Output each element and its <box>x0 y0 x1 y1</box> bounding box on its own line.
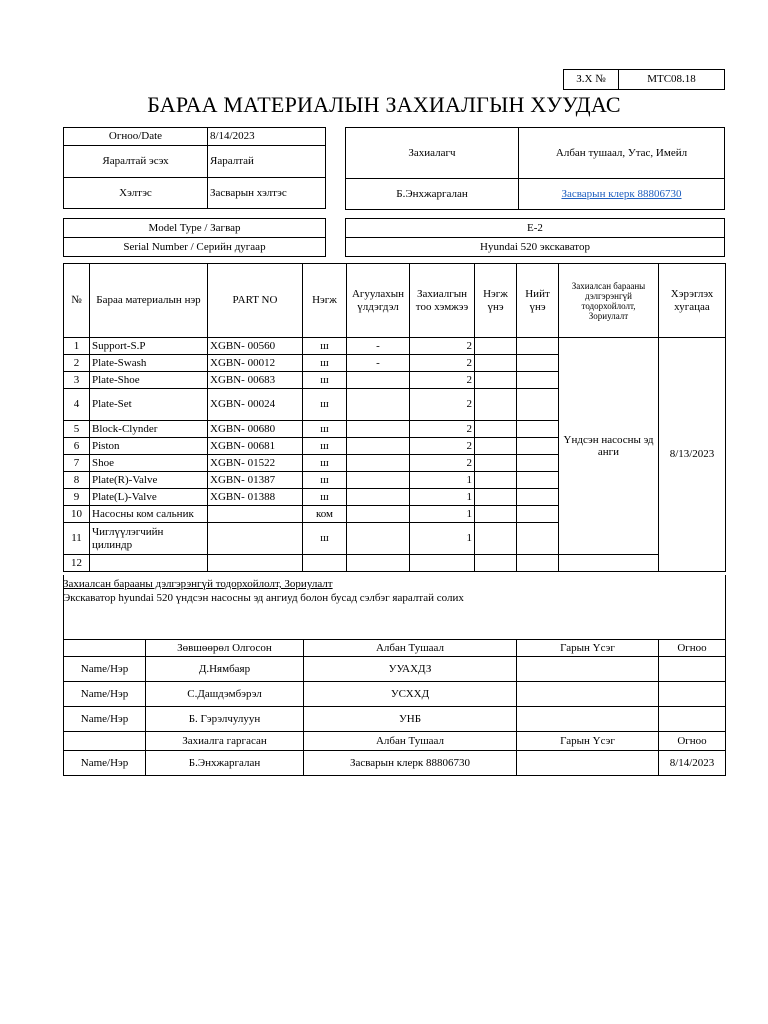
serial-label: Serial Number / Серийн дугаар <box>64 238 326 257</box>
row-no: 3 <box>64 372 90 389</box>
row-price <box>475 372 517 389</box>
model-table-left <box>63 218 326 257</box>
orderer-contact-link[interactable] <box>519 179 725 210</box>
row-price <box>475 472 517 489</box>
row-stock <box>347 455 410 472</box>
row-unit: ш <box>303 389 347 421</box>
approver-label: Name/Нэр <box>64 707 146 732</box>
row-no: 12 <box>64 555 90 572</box>
row-name: Plate(L)-Valve <box>90 489 208 506</box>
header-unit: Нэгж <box>303 264 347 338</box>
model-value: E-2 <box>346 219 725 238</box>
row-no: 8 <box>64 472 90 489</box>
approver-position: УУАХДЗ <box>304 657 517 682</box>
row-total <box>517 472 559 489</box>
row-total <box>517 438 559 455</box>
desc-value: Үндсэн насосны эд анги <box>559 338 659 555</box>
row-price <box>475 355 517 372</box>
row-unit: ш <box>303 338 347 355</box>
orderer-label: Захиалагч <box>346 128 519 179</box>
row-unit <box>303 555 347 572</box>
row-part: XGBN- 00683 <box>208 372 303 389</box>
row-part: XGBN- 01388 <box>208 489 303 506</box>
row-unit: ш <box>303 355 347 372</box>
row-no: 7 <box>64 455 90 472</box>
header-position: Албан Тушаал <box>304 640 517 657</box>
note-text: Экскаватор hyundai 520 үндсэн насосны эд ангиуд болон бусад сэлбэг яаралтай солих <box>63 592 464 604</box>
row-qty: 1 <box>410 506 475 523</box>
row-part: XGBN- 01522 <box>208 455 303 472</box>
items-table <box>63 263 726 572</box>
row-stock: - <box>347 338 410 355</box>
table-row <box>64 555 726 572</box>
issuer-date: 8/14/2023 <box>659 751 726 776</box>
row-stock <box>347 523 410 555</box>
row-total <box>517 338 559 355</box>
row-part: XGBN- 00681 <box>208 438 303 455</box>
urgency-value: Яаралтай <box>208 146 326 178</box>
row-no: 10 <box>64 506 90 523</box>
header-signature-2: Гарын Үсэг <box>517 732 659 751</box>
row-part: XGBN- 00012 <box>208 355 303 372</box>
row-stock <box>347 506 410 523</box>
row-price <box>475 455 517 472</box>
approval-row <box>64 707 726 732</box>
header-qty: Захиалгын тоо хэмжээ <box>410 264 475 338</box>
header-part: PART NO <box>208 264 303 338</box>
row-part: XGBN- 00560 <box>208 338 303 355</box>
row-qty: 2 <box>410 421 475 438</box>
approval-empty <box>64 640 146 657</box>
urgency-label: Яаралтай эсэх <box>64 146 208 178</box>
approver-signature <box>517 682 659 707</box>
row-total <box>517 355 559 372</box>
row-total <box>517 489 559 506</box>
row-unit: ш <box>303 489 347 506</box>
row-stock: - <box>347 355 410 372</box>
issuer-name: Б.Энхжаргалан <box>146 751 304 776</box>
approver-position: УСХХД <box>304 682 517 707</box>
orderer-contact[interactable]: Засварын клерк 88806730 <box>561 187 682 200</box>
issuer-label: Name/Нэр <box>64 751 146 776</box>
row-no: 2 <box>64 355 90 372</box>
header-name: Бараа материалын нэр <box>90 264 208 338</box>
row-total <box>517 455 559 472</box>
row-qty: 1 <box>410 472 475 489</box>
row-name: Shoe <box>90 455 208 472</box>
row-unit: ш <box>303 455 347 472</box>
row-qty: 2 <box>410 389 475 421</box>
issuer-empty <box>64 732 146 751</box>
row-price <box>475 438 517 455</box>
approver-label: Name/Нэр <box>64 682 146 707</box>
workshop-label: Хэлтэс <box>64 178 208 209</box>
row-price <box>475 506 517 523</box>
row-unit: ш <box>303 523 347 555</box>
row-unit: ш <box>303 472 347 489</box>
row-no: 4 <box>64 389 90 421</box>
row-unit: ш <box>303 421 347 438</box>
doc-code-label: З.Х № <box>564 70 619 90</box>
row-name: Plate-Swash <box>90 355 208 372</box>
row-price <box>475 523 517 555</box>
approver-name: Д.Нямбаяр <box>146 657 304 682</box>
row-stock <box>347 372 410 389</box>
serial-value: Hyundai 520 экскаватор <box>346 238 725 257</box>
header-position-2: Албан Тушаал <box>304 732 517 751</box>
row-total <box>517 523 559 555</box>
header-price: Нэгж үнэ <box>475 264 517 338</box>
row-qty: 2 <box>410 438 475 455</box>
header-deadline: Хэрэглэх хугацаа <box>659 264 726 338</box>
model-table-right <box>345 218 725 257</box>
approver-label: Name/Нэр <box>64 657 146 682</box>
date-label: Огноо/Date <box>64 128 208 146</box>
note-heading: Захиалсан барааны дэлгэрэнгүй тодорхойлолт, Зориулалт <box>63 578 333 590</box>
row-stock <box>347 421 410 438</box>
row-stock <box>347 389 410 421</box>
header-issued: Захиалга гаргасан <box>146 732 304 751</box>
row-part: XGBN- 01387 <box>208 472 303 489</box>
info-table-left <box>63 127 326 209</box>
row-qty <box>410 555 475 572</box>
approval-row <box>64 657 726 682</box>
row-name <box>90 555 208 572</box>
row-stock <box>347 489 410 506</box>
row-name: Piston <box>90 438 208 455</box>
row-total <box>517 555 559 572</box>
row-unit: ш <box>303 372 347 389</box>
approver-name: С.Дашдэмбэрэл <box>146 682 304 707</box>
approver-date <box>659 682 726 707</box>
row-price <box>475 489 517 506</box>
doc-code-value: MTC08.18 <box>619 70 725 90</box>
row-no: 1 <box>64 338 90 355</box>
header-desc: Захиалсан барааны дэлгэрэнгүй тодорхойлолт, Зориулалт <box>559 264 659 338</box>
row-part: XGBN- 00024 <box>208 389 303 421</box>
row-price <box>475 555 517 572</box>
contact-label: Албан тушаал, Утас, Имейл <box>519 128 725 179</box>
approval-table <box>63 639 726 776</box>
date-value: 8/14/2023 <box>208 128 326 146</box>
header-approved: Зөвшөөрөл Олгосон <box>146 640 304 657</box>
header-total: Нийт үнэ <box>517 264 559 338</box>
row-part <box>208 506 303 523</box>
approver-signature <box>517 657 659 682</box>
row-unit: ш <box>303 438 347 455</box>
row-part: XGBN- 00680 <box>208 421 303 438</box>
row-name: Block-Clynder <box>90 421 208 438</box>
row-price <box>475 421 517 438</box>
approver-name: Б. Гэрэлчулуун <box>146 707 304 732</box>
header-date: Огноо <box>659 640 726 657</box>
issuer-position: Засварын клерк 88806730 <box>304 751 517 776</box>
approver-signature <box>517 707 659 732</box>
row-total <box>517 389 559 421</box>
issuer-row <box>64 751 726 776</box>
row-stock <box>347 438 410 455</box>
approver-date <box>659 707 726 732</box>
row-name: Plate-Shoe <box>90 372 208 389</box>
deadline-value: 8/13/2023 <box>659 338 726 572</box>
row-stock <box>347 555 410 572</box>
workshop-value: Засварын хэлтэс <box>208 178 326 209</box>
row-price <box>475 389 517 421</box>
orderer-name: Б.Энхжаргалан <box>346 179 519 210</box>
row-no: 9 <box>64 489 90 506</box>
row-name: Чиглүүлэгчийн цилиндр <box>90 523 208 555</box>
approver-position: УНБ <box>304 707 517 732</box>
approver-date <box>659 657 726 682</box>
row-no: 6 <box>64 438 90 455</box>
row-name: Plate-Set <box>90 389 208 421</box>
header-signature: Гарын Үсэг <box>517 640 659 657</box>
page-title: БАРАА МАТЕРИАЛЫН ЗАХИАЛГЫН ХУУДАС <box>147 92 621 117</box>
row-qty: 2 <box>410 455 475 472</box>
row-qty: 2 <box>410 338 475 355</box>
row-desc <box>559 555 659 572</box>
row-qty: 1 <box>410 523 475 555</box>
row-total <box>517 372 559 389</box>
table-row <box>64 338 726 355</box>
row-name: Насосны ком сальник <box>90 506 208 523</box>
row-unit: ком <box>303 506 347 523</box>
row-qty: 2 <box>410 355 475 372</box>
row-qty: 2 <box>410 372 475 389</box>
row-part <box>208 523 303 555</box>
header-stock: Агуулахын үлдэгдэл <box>347 264 410 338</box>
document-number-box <box>563 69 725 90</box>
note-section <box>63 577 464 605</box>
row-name: Support-S.P <box>90 338 208 355</box>
header-no: № <box>64 264 90 338</box>
row-total <box>517 421 559 438</box>
header-date-2: Огноо <box>659 732 726 751</box>
row-name: Plate(R)-Valve <box>90 472 208 489</box>
row-price <box>475 338 517 355</box>
row-qty: 1 <box>410 489 475 506</box>
row-no: 11 <box>64 523 90 555</box>
row-part <box>208 555 303 572</box>
info-table-right <box>345 127 725 210</box>
approval-row <box>64 682 726 707</box>
row-no: 5 <box>64 421 90 438</box>
issuer-signature <box>517 751 659 776</box>
model-label: Model Type / Загвар <box>64 219 326 238</box>
row-total <box>517 506 559 523</box>
row-stock <box>347 472 410 489</box>
